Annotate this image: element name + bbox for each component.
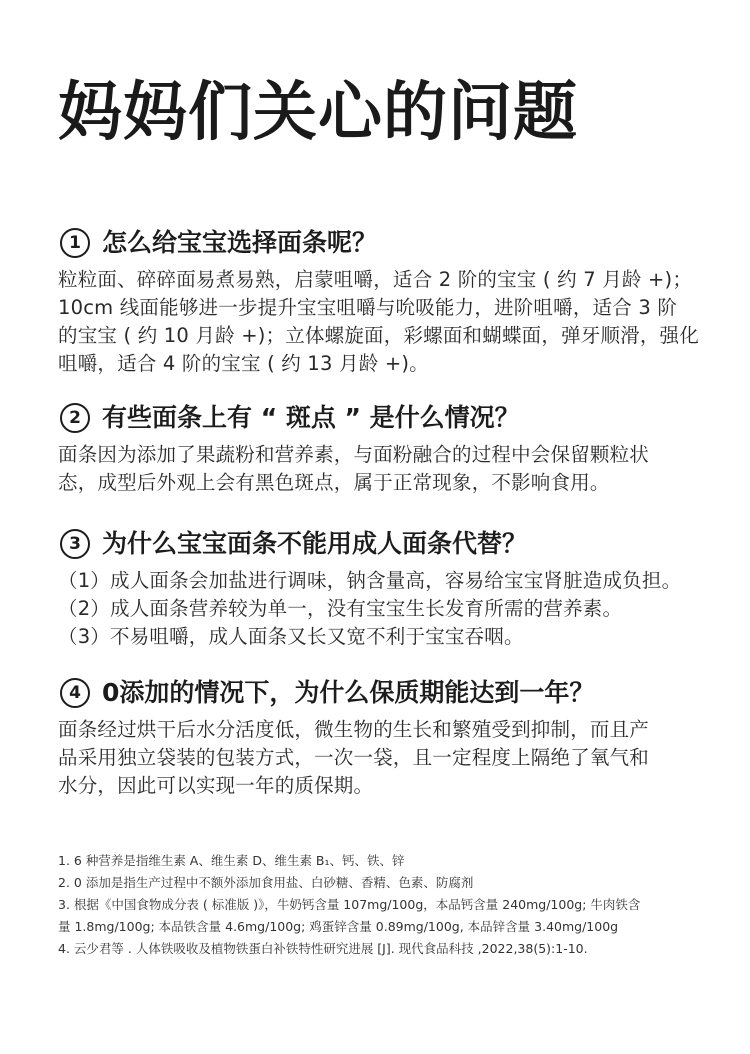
qa-heading-text: 有些面条上有 “ 斑点 ” 是什么情况？	[102, 403, 520, 432]
page-title: 妈妈们关心的问题	[58, 76, 578, 150]
answer-line: 咀嚼，适合 4 阶的宝宝 ( 约 13 月龄 +)。	[58, 352, 429, 375]
footnote-item: 1. 6 种营养是指维生素 A、维生素 D、维生素 B₁、钙、铁、锌	[58, 853, 405, 868]
footnote-item: 3. 根据《中国食物成分表 ( 标准版 )》，牛奶钙含量 107mg/100g，本品钙含量 240mg/100g; 牛肉铁含	[58, 897, 641, 912]
qa-section-2	[58, 401, 728, 497]
answer-line: 10cm 线面能够进一步提升宝宝咀嚼与吮吸能力，进阶咀嚼，适合 3 阶	[58, 296, 678, 319]
answer-line: 的宝宝 ( 约 10 月龄 +)；立体螺旋面，彩螺面和蝴蝶面，弹牙顺滑，强化	[58, 324, 699, 347]
answer-line: 态，成型后外观上会有黑色斑点，属于正常现象，不影响食用。	[58, 471, 610, 494]
qa-section-3	[58, 527, 728, 651]
answer-line: 品采用独立袋装的包装方式，一次一袋，且一定程度上隔绝了氧气和	[58, 746, 650, 769]
qa-heading-text: 怎么给宝宝选择面条呢？	[102, 228, 378, 257]
qa-answer-2	[58, 441, 728, 497]
footnote-item: 4. 云少君等 . 人体铁吸收及植物铁蛋白补铁特性研究进展 [J]. 现代食品科技 ,2022,38(5):1-10.	[58, 941, 588, 956]
qa-section-1	[58, 226, 728, 378]
footnote-item: 量 1.8mg/100g; 本品铁含量 4.6mg/100g; 鸡蛋锌含量 0.89mg/100g, 本品锌含量 3.40mg/100g	[58, 919, 619, 934]
answer-line: 面条经过烘干后水分活度低，微生物的生长和繁殖受到抑制，而且产	[58, 718, 650, 741]
answer-line: （3）不易咀嚼，成人面条又长又宽不利于宝宝吞咽。	[58, 625, 524, 648]
footnote-item: 2. 0 添加是指生产过程中不额外添加食用盐、白砂糖、香精、色素、防腐剂	[58, 875, 474, 890]
qa-heading-1	[58, 226, 728, 260]
answer-line: 面条因为添加了果蔬粉和营养素，与面粉融合的过程中会保留颗粒状	[58, 443, 650, 466]
footnotes	[58, 850, 728, 960]
circled-number-2: 2	[60, 403, 90, 433]
answer-line: 粒粒面、碎碎面易煮易熟，启蒙咀嚼，适合 2 阶的宝宝 ( 约 7 月龄 +)；	[58, 268, 693, 291]
circled-number-1: 1	[60, 228, 90, 258]
answer-line: （2）成人面条营养较为单一，没有宝宝生长发育所需的营养素。	[58, 597, 623, 620]
qa-heading-4	[58, 676, 728, 710]
circled-number-4: 4	[60, 678, 90, 708]
qa-answer-1	[58, 266, 728, 378]
qa-heading-text: 0添加的情况下，为什么保质期能达到一年？	[102, 678, 595, 707]
qa-heading-text: 为什么宝宝面条不能用成人面条代替？	[102, 529, 528, 558]
qa-section-4	[58, 676, 728, 800]
qa-answer-4	[58, 716, 728, 800]
qa-answer-3	[58, 567, 728, 651]
answer-line: （1）成人面条会加盐进行调味，钠含量高，容易给宝宝肾脏造成负担。	[58, 569, 682, 592]
qa-heading-3	[58, 527, 728, 561]
qa-heading-2	[58, 401, 728, 435]
answer-line: 水分，因此可以实现一年的质保期。	[58, 774, 374, 797]
circled-number-3: 3	[60, 529, 90, 559]
